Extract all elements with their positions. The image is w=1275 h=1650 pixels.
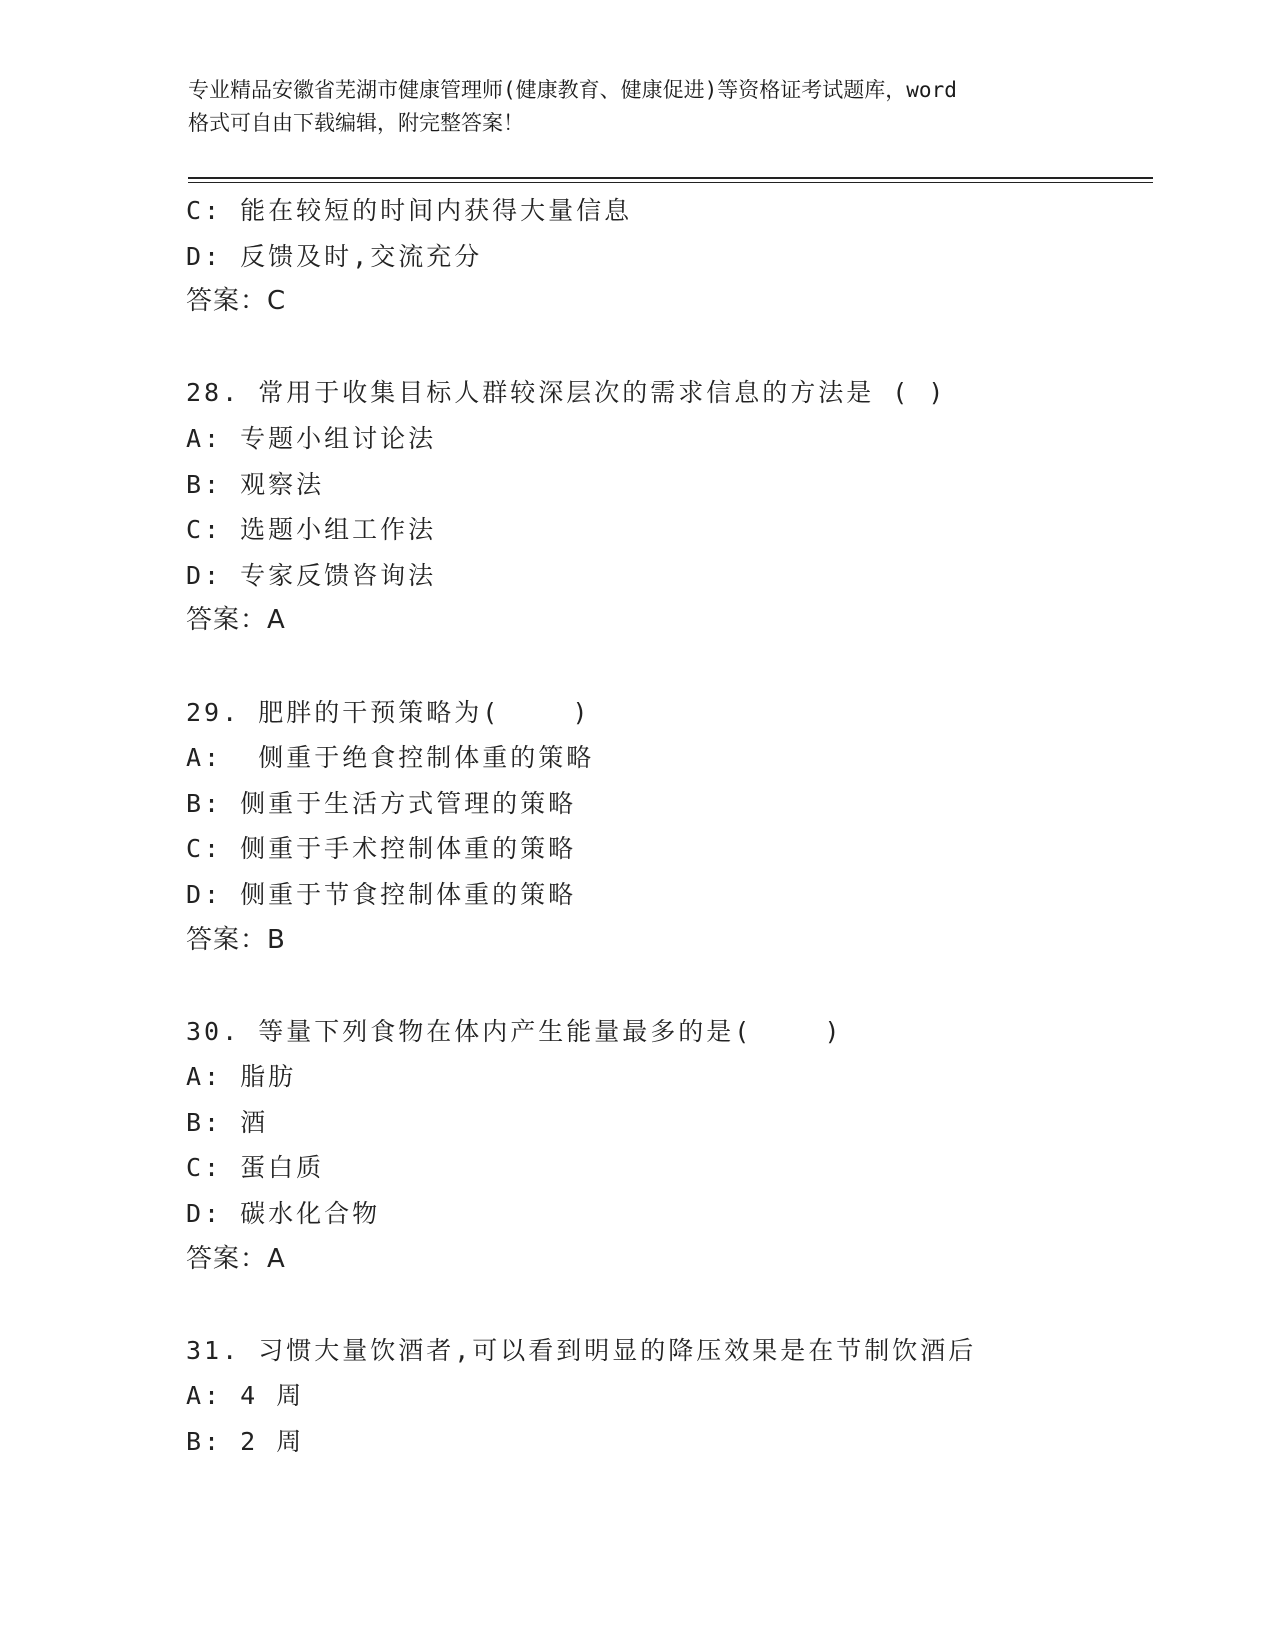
question-list (186, 188, 1146, 1465)
option-d: D: 碳水化合物 (186, 1199, 381, 1229)
option-a: A: 侧重于绝食控制体重的策略 (186, 743, 595, 773)
question-block-29 (186, 690, 1146, 964)
answer-line: 答案：C (186, 286, 287, 317)
spacer (186, 963, 1146, 1009)
option-a: A: 脂肪 (186, 1062, 297, 1092)
option-a: A: 4 周 (186, 1381, 305, 1411)
question-block-30 (186, 1009, 1146, 1283)
spacer (186, 1282, 1146, 1328)
option-b: B: 侧重于生活方式管理的策略 (186, 788, 577, 818)
header-line-1: 专业精品安徽省芜湖市健康管理师(健康教育、健康促进)等资格证考试题库，word (188, 78, 957, 102)
option-b: B: 2 周 (186, 1427, 305, 1457)
option-d: D: 侧重于节食控制体重的策略 (186, 879, 577, 909)
question-block-prev (186, 188, 1146, 325)
question-stem: 31. 习惯大量饮酒者,可以看到明显的降压效果是在节制饮酒后 (186, 1335, 977, 1365)
option-b: B: 酒 (186, 1107, 269, 1137)
header-line-2: 格式可自由下载编辑，附完整答案！ (188, 111, 524, 135)
option-b: B: 观察法 (186, 469, 325, 499)
question-stem: 28. 常用于收集目标人群较深层次的需求信息的方法是 ( ) (186, 378, 947, 408)
answer-line: 答案：A (186, 1243, 286, 1274)
option-d: D: 反馈及时,交流充分 (186, 241, 483, 271)
answer-line: 答案：B (186, 924, 286, 955)
header-rule-thick (188, 177, 1153, 179)
option-c: C: 蛋白质 (186, 1153, 325, 1183)
question-stem: 30. 等量下列食物在体内产生能量最多的是( ) (186, 1016, 843, 1046)
question-stem: 29. 肥胖的干预策略为( ) (186, 697, 591, 727)
answer-line: 答案：A (186, 605, 286, 636)
spacer (186, 325, 1146, 371)
option-a: A: 专题小组讨论法 (186, 423, 437, 453)
spacer (186, 644, 1146, 690)
page-header (188, 74, 1088, 140)
option-c: C: 侧重于手术控制体重的策略 (186, 834, 577, 864)
question-block-28 (186, 370, 1146, 644)
option-c: C: 选题小组工作法 (186, 515, 437, 545)
header-rule-thin (188, 182, 1153, 183)
question-block-31 (186, 1328, 1146, 1465)
option-c: C: 能在较短的时间内获得大量信息 (186, 196, 633, 225)
option-d: D: 专家反馈咨询法 (186, 560, 437, 590)
